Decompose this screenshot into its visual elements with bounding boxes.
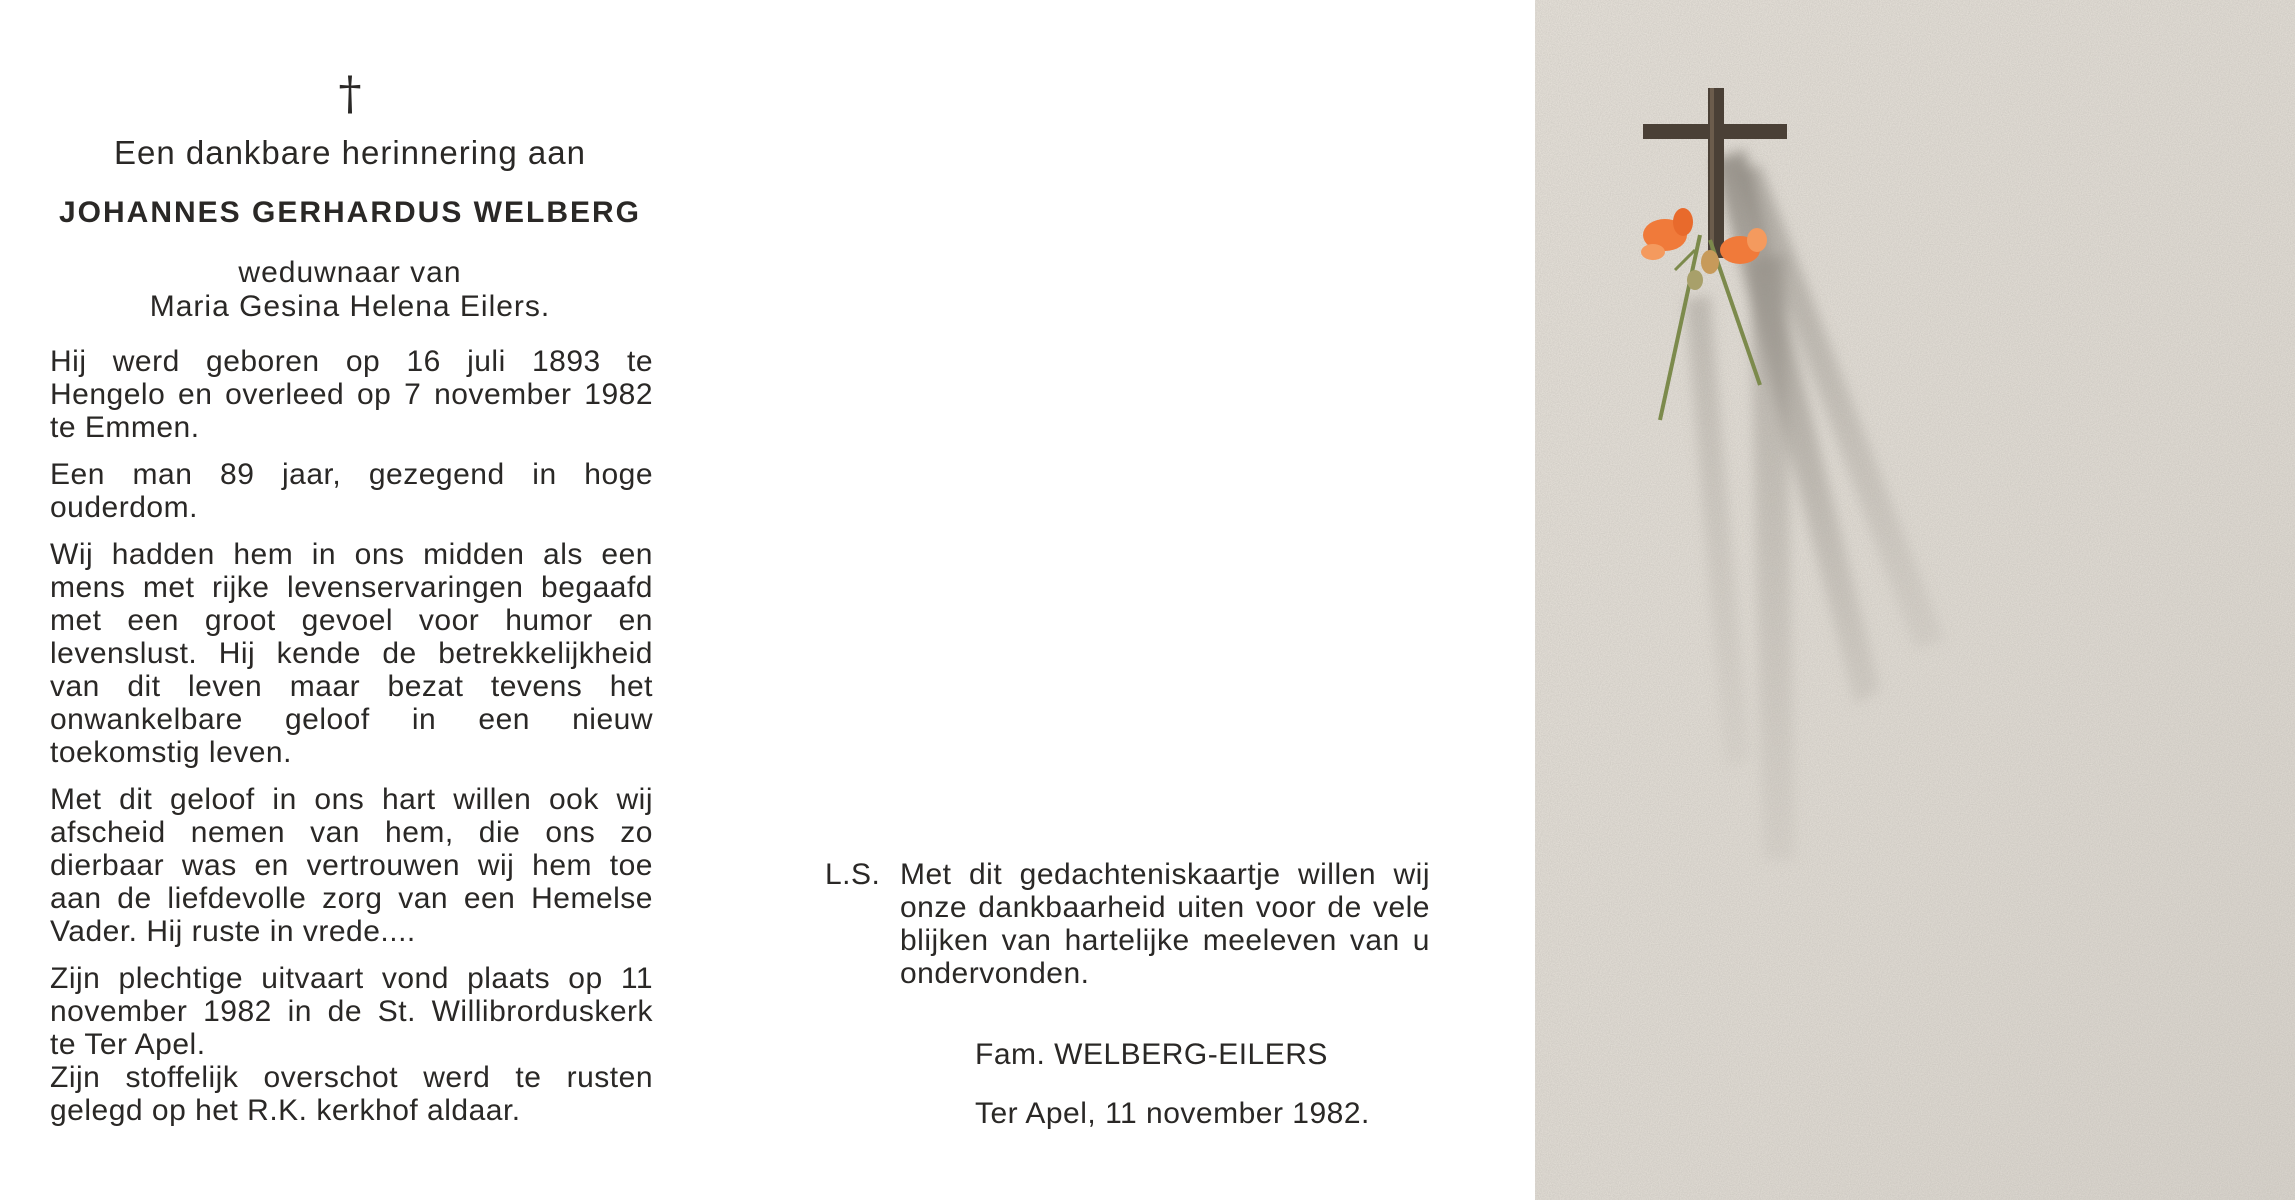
character-paragraph: Wij hadden hem in ons midden als een mens met rijke levenservaringen begaafd met een groot gevoel voor humor en levenslust. Hij kende de betrekkelijkheid van dit leven maar bezat tevens het onwankelbare geloof in een nieuw toekomstig leven. <box>50 538 653 769</box>
cross-symbol: † <box>338 66 362 120</box>
thanks-note <box>825 858 1430 990</box>
intro-line: Een dankbare herinnering aan <box>113 134 586 171</box>
card-middle-panel <box>700 0 1535 1200</box>
farewell-paragraph: Met dit geloof in ons hart willen ook wij afscheid nemen van hem, die ons zo dierbaar was en vertrouwen wij hem toe aan de liefdevolle zorg van een Hemelse Vader. Hij ruste in vrede.... <box>50 783 653 948</box>
family-signature: Fam. WELBERG-EILERS <box>975 1038 1328 1071</box>
card-left-panel <box>0 0 700 1200</box>
funeral-paragraph: Zijn plechtige uitvaart vond plaats op 11 november 1982 in de St. Willibrorduskerk te Ter Apel. <box>50 962 653 1061</box>
wall-cross-photo <box>1535 0 2295 1200</box>
place-and-date: Ter Apel, 11 november 1982. <box>975 1097 1370 1130</box>
biography-text <box>50 345 653 1141</box>
thanks-message: Met dit gedachteniskaartje willen wij onze dankbaarheid uiten voor de vele blijken van hartelijke meeleven van u ondervonden. <box>900 858 1430 990</box>
widower-line <box>0 256 700 324</box>
spouse-name: Maria Gesina Helena Eilers. <box>149 290 551 323</box>
deceased-name: JOHANNES GERHARDUS WELBERG <box>58 196 642 229</box>
card-header <box>0 66 700 324</box>
photo-illustration <box>1535 0 2295 1200</box>
thanks-prefix: L.S. <box>825 858 881 891</box>
widower-label: weduwnaar van <box>238 256 462 289</box>
birth-death-paragraph: Hij werd geboren op 16 juli 1893 te Hengelo en overleed op 7 november 1982 te Emmen. <box>50 345 653 444</box>
burial-paragraph: Zijn stoffelijk overschot werd te rusten gelegd op het R.K. kerkhof aldaar. <box>50 1061 653 1127</box>
age-paragraph: Een man 89 jaar, gezegend in hoge ouderdom. <box>50 458 653 524</box>
